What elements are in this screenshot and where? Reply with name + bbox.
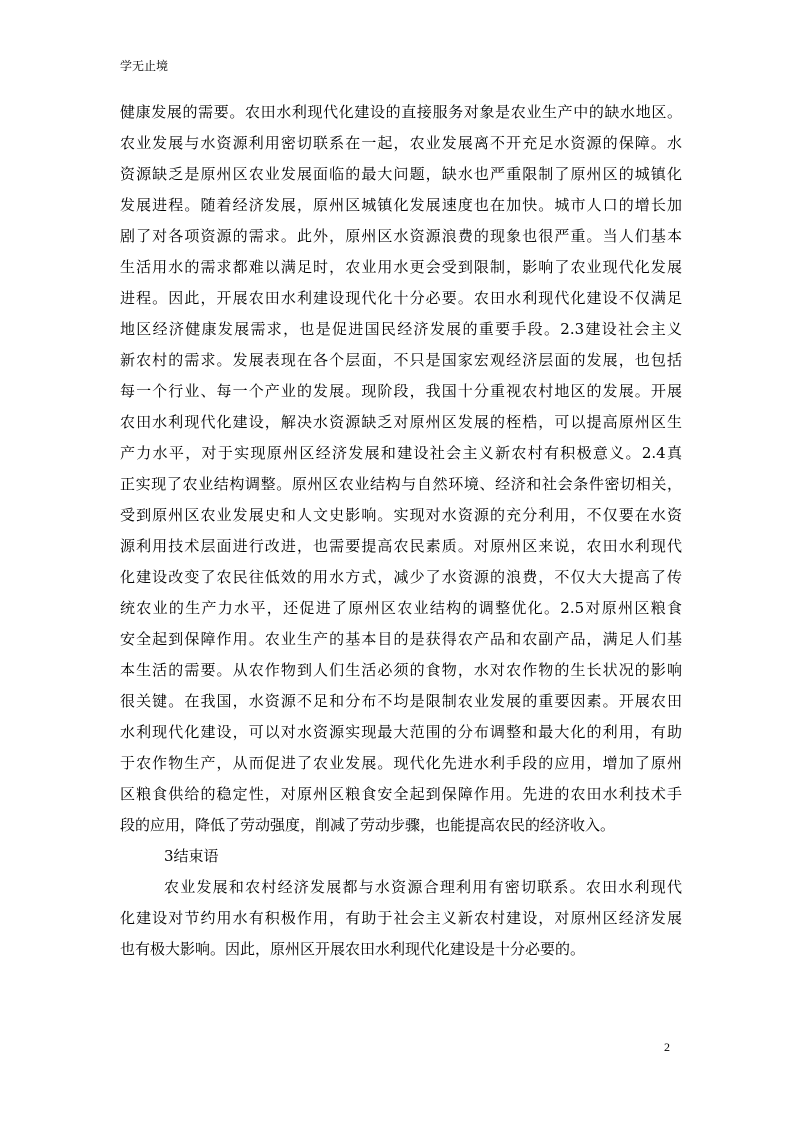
- paragraph-conclusion: [120, 872, 682, 965]
- text-line: 农田水利现代化建设，解决水资源缺乏对原州区发展的桎梏，可以提高原州区生: [120, 413, 682, 431]
- text-line: 地区经济健康发展需求，也是促进国民经济发展的重要手段。2.3建设社会主义: [120, 320, 682, 338]
- text-line: 新农村的需求。发展表现在各个层面，不只是国家宏观经济层面的发展，也包括: [120, 351, 682, 369]
- section-heading: 3结束语: [164, 847, 219, 865]
- document-body: [120, 97, 682, 965]
- text-line: 受到原州区农业发展史和人文史影响。实现对水资源的充分利用，不仅要在水资: [120, 506, 682, 524]
- text-line: 化建设对节约用水有积极作用，有助于社会主义新农村建设，对原州区经济发展: [120, 909, 682, 927]
- text-line: 段的应用，降低了劳动强度，削减了劳动步骤，也能提高农民的经济收入。: [120, 816, 616, 834]
- header-divider: [120, 79, 680, 80]
- page-number: 2: [664, 1040, 670, 1054]
- text-line: 也有极大影响。因此，原州区开展农田水利现代化建设是十分必要的。: [120, 940, 586, 958]
- text-line: 农业发展与水资源利用密切联系在一起，农业发展离不开充足水资源的保障。水: [120, 134, 682, 152]
- text-line: 产力水平，对于实现原州区经济发展和建设社会主义新农村有积极意义。2.4真: [120, 444, 682, 462]
- text-line: 于农作物生产，从而促进了农业发展。现代化先进水利手段的应用，增加了原州: [120, 754, 682, 772]
- text-line: 每一个行业、每一个产业的发展。现阶段，我国十分重视农村地区的发展。开展: [120, 382, 682, 400]
- text-line: 资源缺乏是原州区农业发展面临的最大问题，缺水也严重限制了原州区的城镇化: [120, 165, 682, 183]
- text-line: 正实现了农业结构调整。原州区农业结构与自然环境、经济和社会条件密切相关，: [120, 475, 682, 493]
- text-line: 区粮食供给的稳定性，对原州区粮食安全起到保障作用。先进的农田水利技术手: [120, 785, 682, 803]
- text-line: 进程。因此，开展农田水利建设现代化十分必要。农田水利现代化建设不仅满足: [120, 289, 682, 307]
- page-header: 学无止境: [120, 59, 169, 73]
- text-line: 统农业的生产力水平，还促进了原州区农业结构的调整优化。2.5对原州区粮食: [120, 599, 682, 617]
- text-line: 生活用水的需求都难以满足时，农业用水更会受到限制，影响了农业现代化发展: [120, 258, 682, 276]
- text-line: 很关键。在我国，水资源不足和分布不均是限制农业发展的重要因素。开展农田: [120, 692, 682, 710]
- text-line: 农业发展和农村经济发展都与水资源合理利用有密切联系。农田水利现代: [164, 878, 682, 896]
- text-line: 化建设改变了农民往低效的用水方式，减少了水资源的浪费，不仅大大提高了传: [120, 568, 682, 586]
- text-line: 剧了对各项资源的需求。此外，原州区水资源浪费的现象也很严重。当人们基本: [120, 227, 682, 245]
- text-line: 源利用技术层面进行改进，也需要提高农民素质。对原州区来说，农田水利现代: [120, 537, 682, 555]
- paragraph-main: [120, 97, 682, 841]
- text-line: 发展进程。随着经济发展，原州区城镇化发展速度也在加快。城市人口的增长加: [120, 196, 682, 214]
- text-line: 健康发展的需要。农田水利现代化建设的直接服务对象是农业生产中的缺水地区。: [120, 103, 682, 121]
- text-line: 安全起到保障作用。农业生产的基本目的是获得农产品和农副产品，满足人们基: [120, 630, 682, 648]
- text-line: 本生活的需要。从农作物到人们生活必须的食物，水对农作物的生长状况的影响: [120, 661, 682, 679]
- text-line: 水利现代化建设，可以对水资源实现最大范围的分布调整和最大化的利用，有助: [120, 723, 682, 741]
